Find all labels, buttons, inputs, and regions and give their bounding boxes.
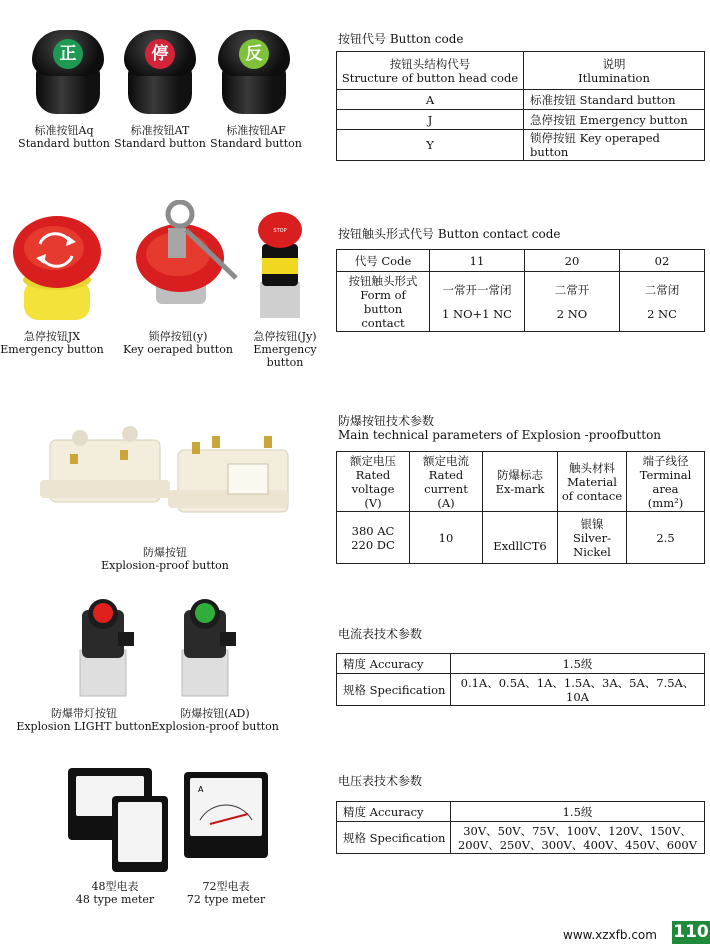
table-cell: ExdllCT6 xyxy=(483,512,558,564)
table-cell: 触头材料 Material of contace xyxy=(558,452,627,512)
explosion-ad-button-caption: 防爆按钮(AD) Explosion-proof button xyxy=(151,707,279,733)
table-cell: 30V、50V、75V、100V、120V、150V、 200V、250V、300V、400V、450V、600V xyxy=(451,822,705,854)
table-cell: 标准按钮 Standard button xyxy=(524,90,705,110)
button-code-title: 按钮代号 Button code xyxy=(338,32,464,46)
standard-button-af-photo xyxy=(218,30,290,116)
table-cell: 规格 Specification xyxy=(337,674,451,706)
table-cell: A xyxy=(337,90,524,110)
page-number: 110 xyxy=(673,922,709,942)
standard-button-at-photo xyxy=(124,30,196,116)
button-code-table xyxy=(336,51,705,161)
voltmeter-title: 电压表技术参数 xyxy=(338,774,423,788)
standard-button-aq-photo xyxy=(32,30,104,116)
table-cell: 一常开一常闭 1 NO+1 NC xyxy=(430,272,525,332)
table-cell: 11 xyxy=(430,250,525,272)
table-cell: 精度 Accuracy xyxy=(337,654,451,674)
contact-code-title: 按钮触头形式代号 Button contact code xyxy=(338,227,561,241)
table-cell: Y xyxy=(337,130,524,161)
ammeter-table xyxy=(336,653,705,706)
svg-text:STOP: STOP xyxy=(273,228,287,234)
table-cell: 锁停按钮 Key operaped button xyxy=(524,130,705,161)
table-cell: 1.5级 xyxy=(451,654,705,674)
table-cell: 额定电压 Rated voltage (V) xyxy=(337,452,410,512)
emergency-button-jy-photo xyxy=(252,210,308,322)
explosion-proof-button-caption: 防爆按钮 Explosion-proof button xyxy=(101,546,229,572)
meter-48-front-photo xyxy=(112,796,168,872)
table-cell: 02 xyxy=(620,250,705,272)
table-cell: 2.5 xyxy=(627,512,705,564)
table-cell: 380 AC 220 DC xyxy=(337,512,410,564)
tech-params-title: 防爆按钮技术参数 Main technical parameters of Explosion -proofbutton xyxy=(338,414,662,442)
explosion-ad-button-photo xyxy=(176,596,240,700)
table-cell: J xyxy=(337,110,524,130)
table-cell: 规格 Specification xyxy=(337,822,451,854)
emergency-button-jx-photo xyxy=(10,208,106,324)
footer-url: www.xzxfb.com xyxy=(563,928,657,942)
table-cell: 20 xyxy=(525,250,620,272)
table-cell: 0.1A、0.5A、1A、1.5A、3A、5A、7.5A、 10A xyxy=(451,674,705,706)
button-face-icon: 停 xyxy=(145,39,175,69)
key-button-photo xyxy=(132,200,244,312)
meter-72-caption: 72型电表 72 type meter xyxy=(186,880,266,906)
table-cell: 精度 Accuracy xyxy=(337,802,451,822)
standard-button-at-caption: 标准按钮AT Standard button xyxy=(114,124,206,150)
table-cell: 二常开 2 NO xyxy=(525,272,620,332)
standard-button-af-caption: 标准按钮AF Standard button xyxy=(210,124,302,150)
button-code-header-left: 按钮头结构代号 Structure of button head code xyxy=(337,52,524,90)
table-cell: 二常闭 2 NC xyxy=(620,272,705,332)
table-cell: 10 xyxy=(410,512,483,564)
emergency-button-jy-caption: 急停按钮(Jy) Emergency button xyxy=(253,330,317,369)
svg-text:A: A xyxy=(198,785,204,794)
standard-button-aq-caption: 标准按钮Aq Standard button xyxy=(18,124,110,150)
voltmeter-table xyxy=(336,801,705,854)
table-cell: 急停按钮 Emergency button xyxy=(524,110,705,130)
table-cell: 1.5级 xyxy=(451,802,705,822)
button-face-icon: 反 xyxy=(239,39,269,69)
ammeter-title: 电流表技术参数 xyxy=(338,627,423,641)
explosion-light-button-caption: 防爆带灯按钮 Explosion LIGHT button xyxy=(16,707,152,733)
button-code-header-right: 说明 Itlumination xyxy=(524,52,705,90)
tech-params-table xyxy=(336,451,705,564)
contact-code-table xyxy=(336,249,705,332)
table-cell: 额定电流 Rated current (A) xyxy=(410,452,483,512)
table-cell: 防爆标志 Ex-mark xyxy=(483,452,558,512)
table-cell: 银镍 Silver- Nickel xyxy=(558,512,627,564)
meter-48-caption: 48型电表 48 type meter xyxy=(75,880,155,906)
key-button-caption: 锁停按钮(y) Key oeraped button xyxy=(123,330,233,356)
table-cell: 端子线径 Terminal area (mm²) xyxy=(627,452,705,512)
table-cell: 代号 Code xyxy=(337,250,430,272)
explosion-light-button-photo xyxy=(74,596,138,700)
meter-72-photo xyxy=(184,772,268,858)
table-cell: 按钮触头形式 Form of button contact xyxy=(337,272,430,332)
emergency-button-jx-caption: 急停按钮JX Emergency button xyxy=(0,330,104,356)
button-face-icon: 正 xyxy=(53,39,83,69)
explosion-proof-button-photo xyxy=(40,420,290,530)
